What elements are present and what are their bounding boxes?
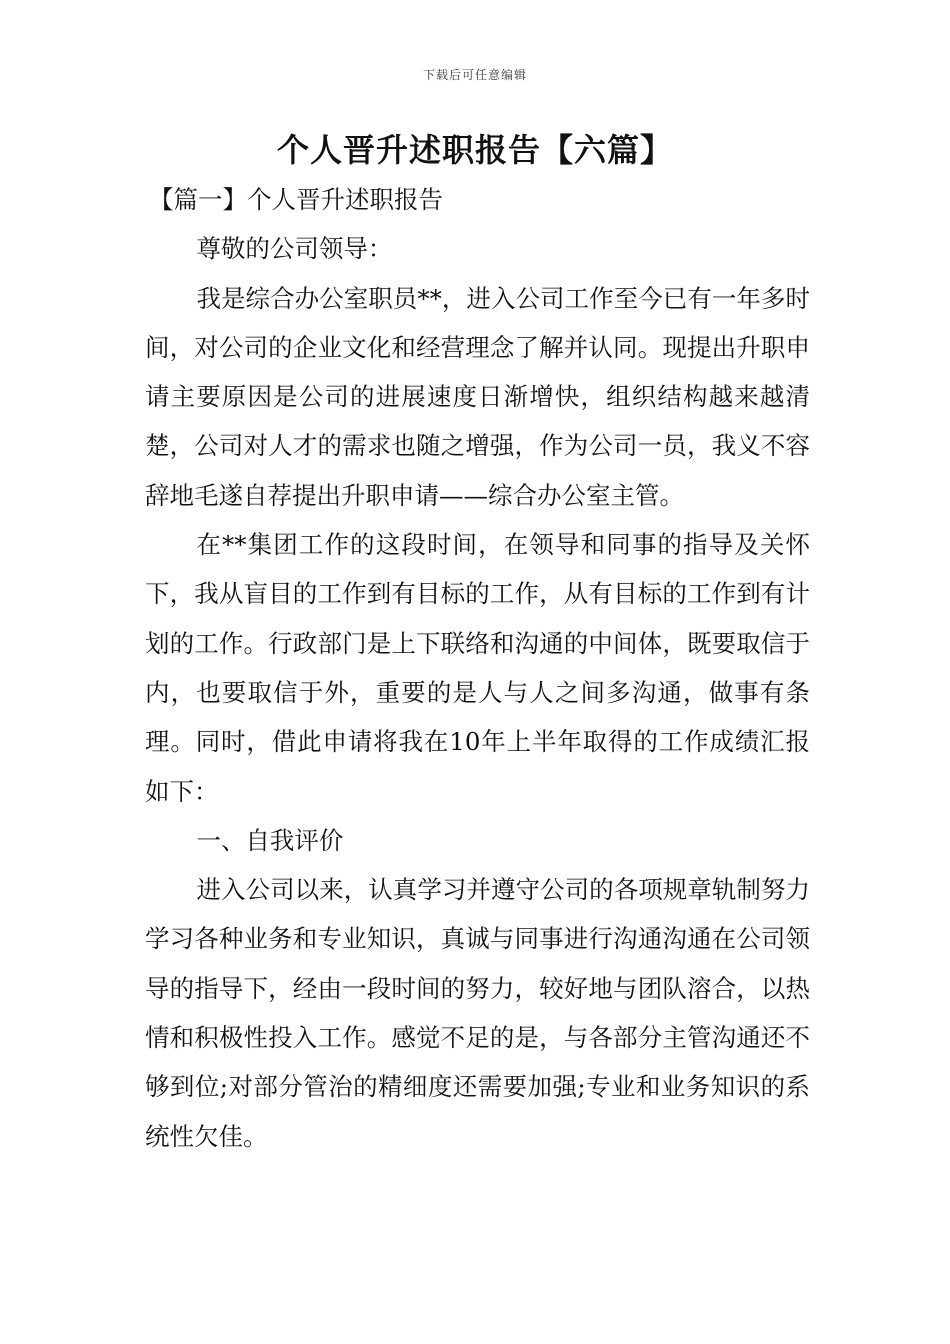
body-paragraph: 进入公司以来，认真学习并遵守公司的各项规章轨制努力学习各种业务和专业知识，真诚与同事进行沟通沟通在公司领导的指导下，经由一段时间的努力，较好地与团队溶合，以热情和积极性投入工作。感觉不足的是，与各部分主管沟通还不够到位;对部分管治的精细度还需要加强;专业和业务知识的系统性欠佳。 [145, 875, 810, 1151]
body-paragraph: 我是综合办公室职员**，进入公司工作至今已有一年多时间，对公司的企业文化和经营理念了解并认同。现提出升职申请主要原因是公司的进展速度日渐增快，组织结构越来越清楚，公司对人才的需求也随之增强，作为公司一员，我义不容辞地毛遂自荐提出升职申请——综合办公室主管。 [145, 283, 810, 510]
document-body [145, 175, 810, 1161]
section-heading: 【篇一】个人晋升述职报告 [149, 185, 443, 214]
salutation-paragraph: 尊敬的公司领导： [196, 234, 393, 264]
document-title: 个人晋升述职报告【六篇】 [276, 131, 673, 169]
subsection-heading: 一、自我评价 [196, 825, 344, 855]
body-paragraph: 在**集团工作的这段时间，在领导和同事的指导及关怀下，我从盲目的工作到有目标的工作，从有目标的工作到有计划的工作。行政部门是上下联络和沟通的中间体，既要取信于内，也要取信于外，重要的是人与人之间多沟通，做事有条理。同时，借此申请将我在10年上半年取得的工作成绩汇报如下： [145, 530, 810, 806]
page-header-note: 下载后可任意编辑 [422, 68, 527, 82]
